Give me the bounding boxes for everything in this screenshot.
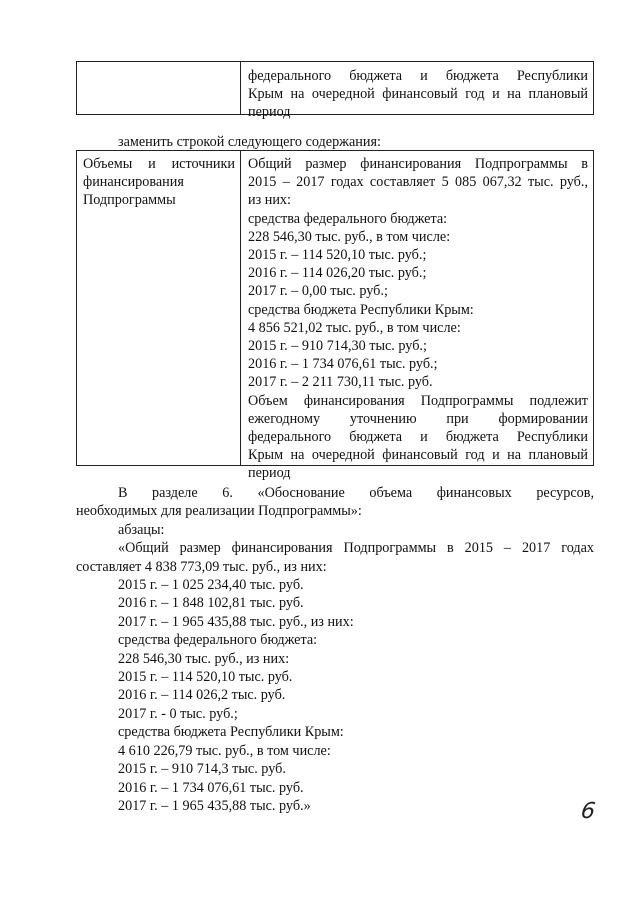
- cell-line: 2017 г. – 2 211 730,11 тыс. руб.: [248, 374, 433, 391]
- body-line: 2017 г. - 0 тыс. руб.;: [118, 705, 238, 722]
- cell-line: 2015 – 2017 годах составляет 5 085 067,32 тыс. руб.,: [248, 174, 588, 191]
- body-line: средства федерального бюджета:: [118, 632, 318, 649]
- cell-line: средства бюджета Республики Крым:: [248, 301, 474, 318]
- cell-line: период: [248, 465, 291, 482]
- cell-line: 4 856 521,02 тыс. руб., в том числе:: [248, 319, 461, 336]
- body-line: 2016 г. – 1 734 076,61 тыс. руб.: [118, 779, 304, 796]
- cell-line: Общий размер финансирования Подпрограммы в: [248, 156, 588, 172]
- cell-line: Крым на очередной финансовый год и на плановый: [248, 447, 588, 464]
- cell-line: 2015 г. – 114 520,10 тыс. руб.;: [248, 247, 427, 264]
- cell-line: из них:: [248, 192, 291, 209]
- body-line: 4 610 226,79 тыс. руб., в том числе:: [118, 742, 331, 759]
- body-line: 2017 г. – 1 965 435,88 тыс. руб., из них:: [118, 613, 354, 630]
- replacement-table: [76, 150, 594, 482]
- body-line: 2015 г. – 910 714,3 тыс. руб.: [118, 761, 286, 778]
- cell-line: федерального бюджета и бюджета Республики: [248, 68, 588, 84]
- table-column-divider: [240, 151, 241, 465]
- cell-line: 2017 г. – 0,00 тыс. руб.;: [248, 283, 388, 300]
- page-number: 6: [579, 799, 597, 824]
- table-fragment-right-cell: [248, 67, 588, 122]
- table-column-divider: [240, 62, 241, 114]
- table-fragment: [76, 61, 594, 121]
- table-left-cell: [83, 155, 235, 210]
- paragraphs-label: абзацы:: [118, 521, 165, 538]
- section-body: [76, 484, 594, 815]
- replacement-intro: заменить строкой следующего содержания:: [118, 134, 381, 150]
- body-line: 2016 г. – 1 848 102,81 тыс. руб.: [118, 595, 304, 612]
- section-heading-line: В разделе 6. «Обоснование объема финансовых ресурсов,: [118, 485, 594, 501]
- body-line: 2016 г. – 114 026,2 тыс. руб.: [118, 687, 286, 704]
- cell-line: средства федерального бюджета:: [248, 210, 448, 227]
- cell-line: Объем финансирования Подпрограммы подлежит: [248, 392, 588, 409]
- quote-line: «Общий размер финансирования Подпрограммы в 2015 – 2017 годах: [118, 540, 594, 557]
- cell-line: 228 546,30 тыс. руб., в том числе:: [248, 228, 451, 245]
- cell-line: период: [248, 104, 291, 121]
- cell-line: Крым на очередной финансовый год и на плановый: [248, 86, 588, 103]
- section-heading-line: необходимых для реализации Подпрограммы»:: [76, 503, 362, 520]
- cell-line: 2016 г. – 114 026,20 тыс. руб.;: [248, 265, 427, 282]
- cell-line: федерального бюджета и бюджета Республики: [248, 429, 588, 446]
- cell-line: 2016 г. – 1 734 076,61 тыс. руб.;: [248, 356, 438, 373]
- body-line: средства бюджета Республики Крым:: [118, 724, 344, 741]
- cell-line: финансирования: [83, 174, 184, 191]
- body-line: 2015 г. – 114 520,10 тыс. руб.: [118, 669, 293, 686]
- quote-line: составляет 4 838 773,09 тыс. руб., из них:: [76, 558, 327, 575]
- cell-line: ежегодному уточнению при формировании: [248, 410, 588, 427]
- cell-line: Подпрограммы: [83, 192, 176, 209]
- cell-line: Объемы и источники: [83, 156, 235, 172]
- body-line: 2017 г. – 1 965 435,88 тыс. руб.»: [118, 797, 311, 814]
- body-line: 228 546,30 тыс. руб., из них:: [118, 650, 290, 667]
- table-right-cell: [248, 155, 588, 483]
- body-line: 2015 г. – 1 025 234,40 тыс. руб.: [118, 577, 304, 594]
- cell-line: 2015 г. – 910 714,30 тыс. руб.;: [248, 338, 427, 355]
